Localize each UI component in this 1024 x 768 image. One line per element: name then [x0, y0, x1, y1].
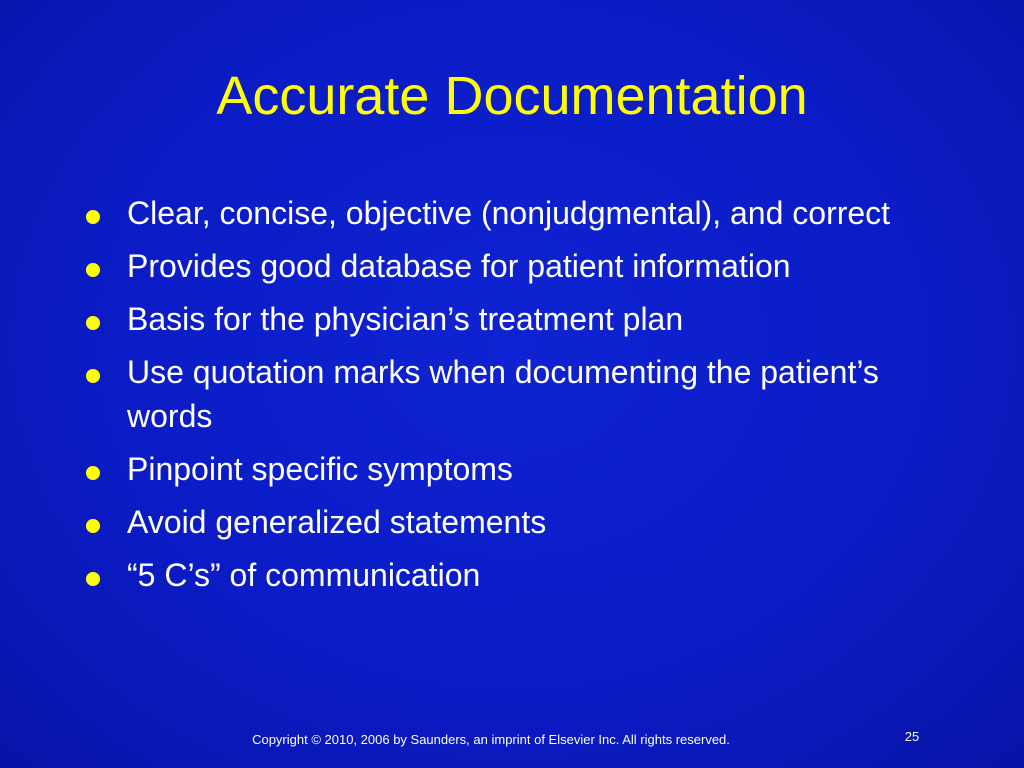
bullet-text: Use quotation marks when documenting the patient’s words: [127, 354, 879, 434]
bullet-item: [86, 191, 916, 235]
bullet-item: [86, 350, 916, 438]
slide-title: Accurate Documentation: [216, 66, 808, 126]
bullet-item: [86, 553, 916, 597]
page-number: 25: [904, 729, 920, 744]
bullet-text: “5 C’s” of communication: [127, 557, 481, 593]
bullet-text: Provides good database for patient information: [127, 248, 791, 284]
bullet-dot-icon: [86, 316, 100, 330]
bullet-list: [86, 191, 916, 606]
bullet-item: [86, 244, 916, 288]
bullet-text: Basis for the physician’s treatment plan: [127, 301, 684, 337]
bullet-text: Pinpoint specific symptoms: [127, 451, 513, 487]
bullet-text: Avoid generalized statements: [127, 504, 547, 540]
bullet-dot-icon: [86, 369, 100, 383]
bullet-item: [86, 447, 916, 491]
bullet-item: [86, 297, 916, 341]
copyright-notice: Copyright © 2010, 2006 by Saunders, an imprint of Elsevier Inc. All rights reserved.: [252, 732, 730, 747]
bullet-dot-icon: [86, 572, 100, 586]
bullet-text: Clear, concise, objective (nonjudgmental), and correct: [127, 195, 891, 231]
bullet-item: [86, 500, 916, 544]
bullet-dot-icon: [86, 466, 100, 480]
bullet-dot-icon: [86, 210, 100, 224]
bullet-dot-icon: [86, 519, 100, 533]
bullet-dot-icon: [86, 263, 100, 277]
